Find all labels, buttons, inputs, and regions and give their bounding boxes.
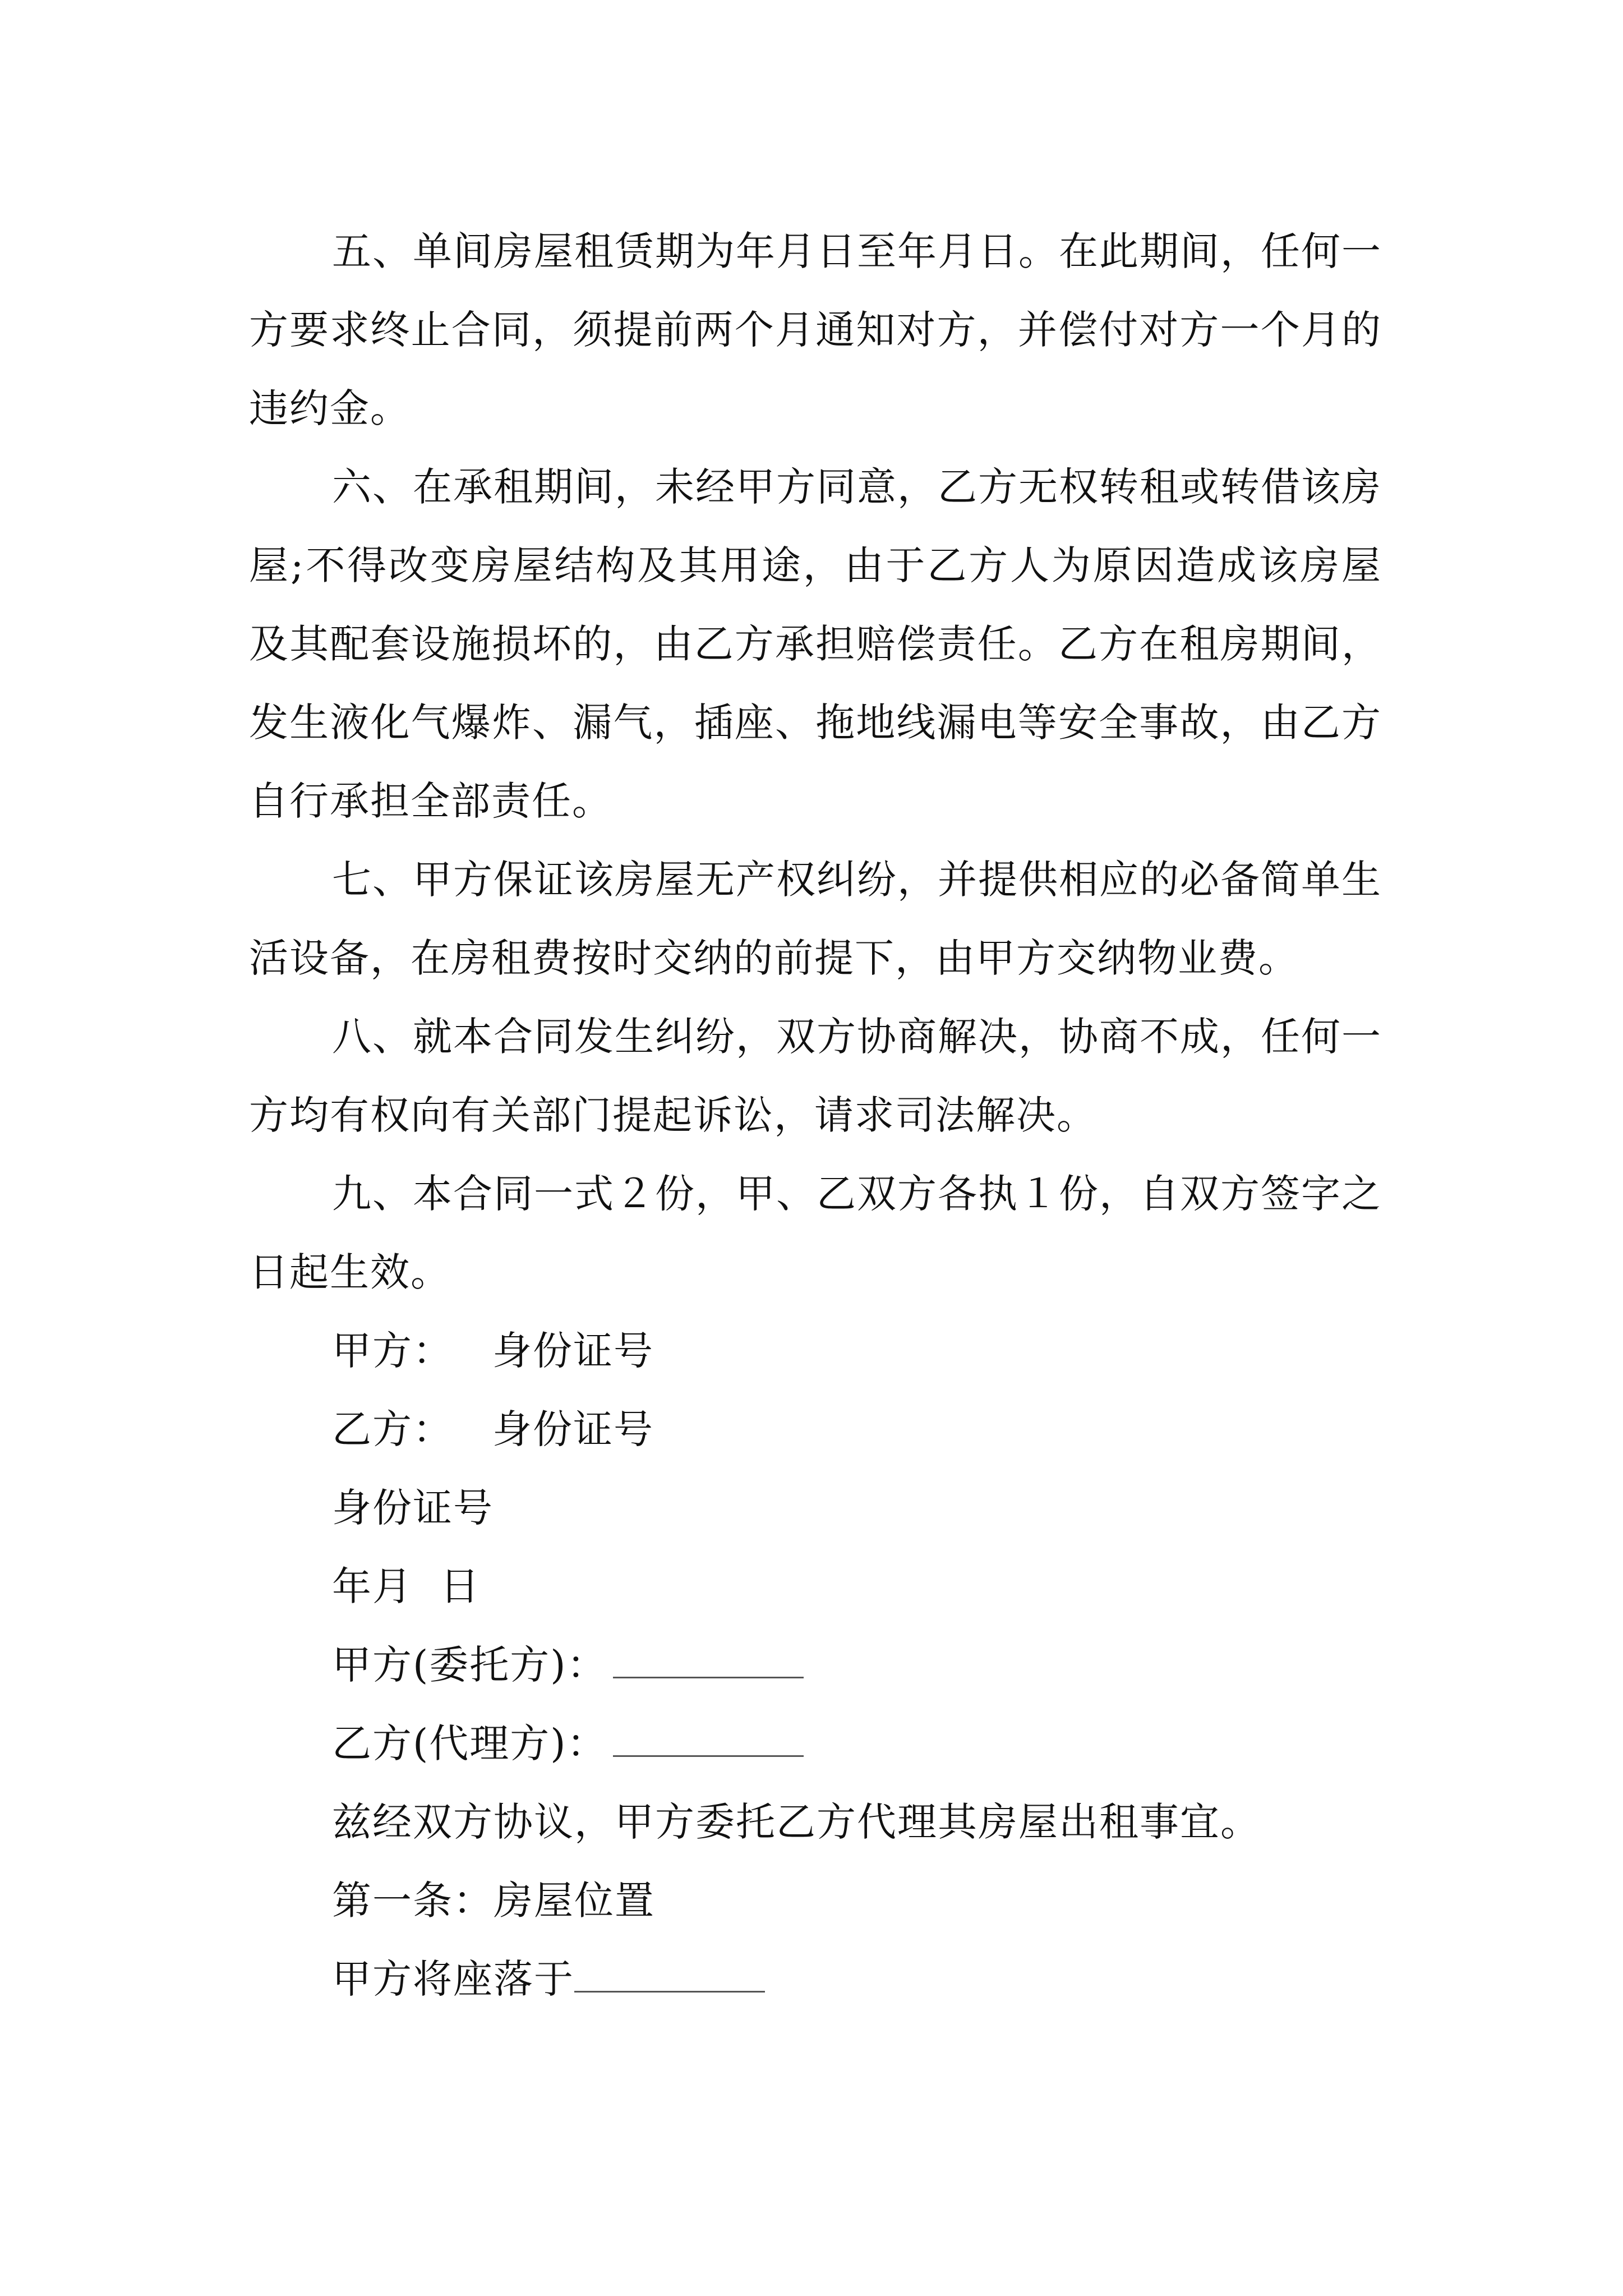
article-one-text: 甲方将座落于 xyxy=(332,1956,574,2002)
clause-6: 六、在承租期间，未经甲方同意，乙方无权转租或转借该房屋;不得改变房屋结构及其用途，由于乙方人为原因造成该房屋及其配套设施损坏的，由乙方承担赔偿责任。乙方在租房期间，发生液化气爆炸、漏气，插座、拖地线漏电等安全事故，由乙方自行承担全部责任。 xyxy=(249,464,1382,824)
clause-5: 五、单间房屋租赁期为年月日至年月日。在此期间，任何一方要求终止合同，须提前两个月通知对方，并偿付对方一个月的违约金。 xyxy=(249,228,1382,431)
clause-9: 九、本合同一式２份，甲、乙双方各执１份，自双方签字之日起生效。 xyxy=(249,1171,1382,1295)
date-label: 年月 日 xyxy=(332,1563,481,1609)
agent-blank[interactable] xyxy=(613,1716,804,1757)
location-blank[interactable] xyxy=(574,1952,765,1993)
principal-line xyxy=(249,1626,1382,1704)
clause-8: 八、就本合同发生纠纷，双方协商解决，协商不成，任何一方均有权向有关部门提起诉讼，请求司法解决。 xyxy=(249,1014,1382,1138)
article-one-title: 第一条：房屋位置 xyxy=(332,1878,655,1924)
agent-label: 乙方(代理方)： xyxy=(332,1720,607,1766)
party-a-id-label: 身份证号 xyxy=(492,1328,654,1374)
article-one-line xyxy=(249,1940,1382,2018)
party-b-id-label: 身份证号 xyxy=(492,1406,654,1452)
id-number-line: 身份证号 xyxy=(332,1485,494,1531)
party-a-label: 甲方： xyxy=(332,1328,453,1374)
principal-blank[interactable] xyxy=(613,1637,804,1678)
party-b-signature-line xyxy=(249,1390,1382,1469)
principal-label: 甲方(委托方)： xyxy=(332,1642,607,1688)
date-line xyxy=(249,1547,1382,1626)
document-body xyxy=(249,212,1382,2018)
clause-7: 七、甲方保证该房屋无产权纠纷，并提供相应的必备简单生活设备，在房租费按时交纳的前提下，由甲方交纳物业费。 xyxy=(249,857,1382,981)
agency-intro: 兹经双方协议，甲方委托乙方代理其房屋出租事宜。 xyxy=(332,1799,1261,1845)
agent-line xyxy=(249,1704,1382,1783)
party-b-label: 乙方： xyxy=(332,1406,453,1452)
party-a-signature-line xyxy=(249,1312,1382,1390)
